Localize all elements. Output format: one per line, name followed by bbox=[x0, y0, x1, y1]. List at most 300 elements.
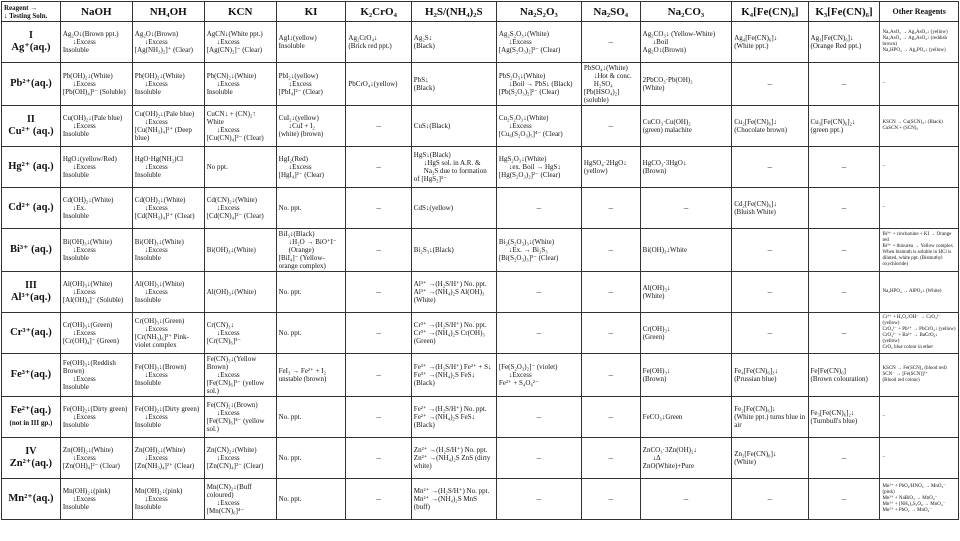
reaction-cell bbox=[204, 147, 276, 188]
reaction-arrow-text: ↓ HgS sol. in A.R. & Na₂S due to formation bbox=[414, 159, 494, 175]
precipitate-text: Zn(OH)₂↓(White) bbox=[134, 446, 186, 454]
reaction-cell bbox=[276, 438, 346, 479]
reaction-cell bbox=[60, 354, 132, 397]
ion-name: Hg²⁺ (aq.) bbox=[8, 161, 54, 172]
reaction-cell bbox=[581, 63, 640, 106]
product-text: (Orange Red ppt.) bbox=[810, 42, 862, 50]
reaction-cell bbox=[732, 438, 808, 479]
reaction-arrow-text: ↓ Boil → PbS↓ (Black) bbox=[499, 80, 579, 88]
reaction-cell bbox=[204, 22, 276, 63]
other-reagent-line: Cr³⁺ + H₂O₂/OH⁻ → CrO₄²⁻ (yellow) bbox=[882, 315, 941, 326]
product-text: Insoluble bbox=[62, 254, 89, 262]
precipitate-text: – bbox=[767, 287, 773, 297]
precipitate-text: – bbox=[841, 453, 847, 463]
product-text: Cr³⁺ →(NH₄)₂S Cr(OH)₃ (Green) bbox=[413, 329, 485, 345]
reagent-table bbox=[1, 1, 959, 520]
reaction-cell bbox=[732, 313, 808, 354]
precipitate-text: – bbox=[536, 203, 542, 213]
reaction-cell bbox=[808, 229, 880, 272]
reaction-arrow-text: ↓ Excess bbox=[499, 122, 579, 130]
product-text: [Cr(CN)₆]³⁻ bbox=[206, 337, 242, 345]
product-text: (Brick red ppt.) bbox=[348, 42, 392, 50]
reaction-cell bbox=[411, 63, 496, 106]
precipitate-text: No. ppt. bbox=[278, 329, 302, 337]
reaction-cell bbox=[808, 188, 880, 229]
other-reagent-line: Mn²⁺ + (NH₄)₂S₂O₈ → MnO₄⁻ bbox=[882, 502, 946, 507]
reaction-arrow-text: ↓ Excess bbox=[63, 413, 130, 421]
col-header-ki: KI bbox=[276, 2, 346, 22]
reaction-arrow-text: ↓ Excess bbox=[135, 288, 202, 296]
product-text: (white) (brown) bbox=[278, 130, 324, 138]
precipitate-text: Fe(CN)₃↓(Yellow Brown) bbox=[206, 355, 257, 371]
reaction-cell bbox=[496, 354, 581, 397]
corner-label-testing: ↓ Testing Soln. bbox=[4, 11, 48, 20]
precipitate-text: HgI₂(Red) bbox=[278, 155, 308, 163]
reaction-arrow-text: ↓ Ex. → Bi₂S₃ bbox=[499, 246, 579, 254]
col-header-na2so4: Na₂SO₄ bbox=[581, 2, 640, 22]
col-header-nh4oh: NH₄OH bbox=[132, 2, 204, 22]
precipitate-text: FeCO₃↓Green bbox=[642, 413, 683, 421]
reaction-cell bbox=[60, 106, 132, 147]
reaction-cell bbox=[581, 438, 640, 479]
precipitate-text: Ag₂S↓ bbox=[413, 34, 433, 42]
precipitate-text: – bbox=[841, 203, 847, 213]
reaction-cell bbox=[411, 147, 496, 188]
precipitate-text: AgCN↓(White ppt.) bbox=[206, 30, 263, 38]
product-text: (Black) bbox=[413, 84, 435, 92]
product-text: Insoluble bbox=[278, 42, 305, 50]
reaction-cell bbox=[276, 229, 346, 272]
reaction-cell bbox=[732, 188, 808, 229]
other-reagents-cell bbox=[880, 106, 959, 147]
precipitate-text: Cr(OH)₃↓(Green) bbox=[62, 321, 113, 329]
precipitate-text: – bbox=[536, 287, 542, 297]
reaction-cell bbox=[411, 313, 496, 354]
other-reagents-cell bbox=[880, 147, 959, 188]
reaction-cell bbox=[204, 188, 276, 229]
reaction-cell bbox=[640, 22, 732, 63]
precipitate-text: Zn(CN)₂↓(White) bbox=[206, 446, 257, 454]
col-header-na2s2o3: Na₂S₂O₃ bbox=[496, 2, 581, 22]
table-body bbox=[2, 22, 959, 520]
product-text: Insoluble bbox=[134, 296, 161, 304]
precipitate-text: – bbox=[536, 453, 542, 463]
reaction-arrow-text: ↓ Excess bbox=[207, 329, 274, 337]
other-reagent-line: Bi³⁺ + cinchonine + KI → Orange red bbox=[882, 232, 952, 243]
reaction-cell bbox=[276, 354, 346, 397]
ion-name: Mn²⁺(aq.) bbox=[8, 493, 54, 504]
reaction-cell bbox=[640, 106, 732, 147]
precipitate-text: Cr(OH)₃↓(Green) bbox=[134, 317, 185, 325]
product-text: (green ppt.) bbox=[810, 126, 844, 134]
other-reagents-cell bbox=[880, 479, 959, 520]
other-reagent-line: (Blood red colour) bbox=[882, 378, 920, 383]
product-text: [Cu(CN)₄]³⁻ (Clear) bbox=[206, 134, 264, 142]
col-header-k2cro4: K₂CrO₄ bbox=[346, 2, 411, 22]
product-text: Insoluble bbox=[62, 46, 89, 54]
reaction-cell bbox=[496, 397, 581, 438]
precipitate-text: Fe(CN)₂↓(Brown) bbox=[206, 401, 258, 409]
reaction-arrow-text: ↓ Excess bbox=[207, 204, 274, 212]
product-text: [Cr(OH)₄]⁻ (Green) bbox=[62, 337, 119, 345]
precipitate-text: Al³⁺ →(H₂S/H⁺) No. ppt. bbox=[413, 280, 487, 288]
group-number: II bbox=[27, 114, 35, 125]
product-text: [Ag(S₂O₃)₂]³⁻ (Clear) bbox=[498, 46, 561, 54]
precipitate-text: Mn(OH)₂↓(pink) bbox=[62, 487, 111, 495]
product-text: Insoluble bbox=[134, 254, 161, 262]
reaction-cell bbox=[496, 63, 581, 106]
table-row bbox=[2, 479, 959, 520]
col-header-k3fecn6: K₃[Fe(CN)₆] bbox=[808, 2, 880, 22]
precipitate-text: Cu₂[Fe(CN)₆]↓ bbox=[734, 118, 777, 126]
precipitate-text: FeI₃ → Fe²⁺ + I₂ bbox=[278, 367, 326, 375]
reaction-cell bbox=[808, 63, 880, 106]
product-text: [Pb(S₂O₃)₂]²⁻ (Clear) bbox=[498, 88, 560, 96]
reaction-cell bbox=[732, 479, 808, 520]
reaction-cell bbox=[346, 147, 411, 188]
other-reagents-cell bbox=[880, 313, 959, 354]
precipitate-text: Fe(OH)₂↓(Dirty green) bbox=[62, 405, 128, 413]
other-reagent-line: Na₂HPO₄ → Ag₃PO₄↓ (yellow) bbox=[882, 48, 946, 53]
reaction-cell bbox=[60, 22, 132, 63]
reaction-arrow-text: ↓ Excess bbox=[135, 495, 202, 503]
product-text: Mn²⁺ →(NH₄)₂S MnS (buff) bbox=[413, 495, 477, 511]
reaction-cell bbox=[204, 397, 276, 438]
product-text: (Brown colouration) bbox=[810, 375, 868, 383]
product-text: unstable (brown) bbox=[278, 375, 327, 383]
precipitate-text: – bbox=[841, 245, 847, 255]
reaction-arrow-text: ↓ Excess bbox=[207, 80, 274, 88]
reaction-cell bbox=[276, 22, 346, 63]
precipitate-text: – bbox=[376, 287, 381, 297]
col-header-h2s: H₂S/(NH₄)₂S bbox=[411, 2, 496, 22]
other-reagents-cell bbox=[880, 188, 959, 229]
reaction-arrow-text: ↓ Excess bbox=[135, 80, 202, 88]
ion-label-cell bbox=[2, 354, 61, 397]
reaction-cell bbox=[581, 188, 640, 229]
product-text: [Pb(HSO₄)₂] (soluble) bbox=[583, 88, 620, 104]
other-reagent-line: When bismuth is soluble in HCl is diluted, white ppt. (Bismuthyl oxychloride) bbox=[882, 250, 952, 267]
reaction-arrow-text: ↓ Excess bbox=[207, 409, 274, 417]
other-reagent-line: CrO₄²⁻ + Pb²⁺ → PbCrO₄↓ (yellow) bbox=[882, 327, 956, 332]
reaction-cell bbox=[60, 229, 132, 272]
ion-label-cell bbox=[2, 272, 61, 313]
reaction-cell bbox=[204, 354, 276, 397]
precipitate-text: BiI₃↓(Black) bbox=[278, 230, 315, 238]
product-text: (White ppt.) bbox=[734, 42, 769, 50]
reaction-cell bbox=[808, 272, 880, 313]
other-reagents-cell bbox=[880, 272, 959, 313]
product-text: Fe³⁺ →(NH₄)₂S FeS↓ (Black) bbox=[413, 371, 476, 387]
ion-name: Cu²⁺ (aq.) bbox=[8, 126, 54, 137]
precipitate-text: PbSO₄↓(White) bbox=[583, 64, 628, 72]
precipitate-text: 2PbCO₃·Pb(OH)₂ bbox=[642, 76, 693, 84]
reaction-cell bbox=[496, 313, 581, 354]
precipitate-text: – bbox=[841, 79, 847, 89]
precipitate-text: – bbox=[536, 328, 542, 338]
reaction-cell bbox=[581, 106, 640, 147]
precipitate-text: HgO·Hg(NH₂)Cl bbox=[134, 155, 184, 163]
precipitate-text: Ag₄[Fe(CN)₆]↓ bbox=[734, 34, 778, 42]
precipitate-text: – bbox=[608, 37, 613, 47]
other-reagents-cell bbox=[880, 397, 959, 438]
ion-label-cell bbox=[2, 229, 61, 272]
product-text: (White) bbox=[642, 292, 665, 300]
table-row bbox=[2, 63, 959, 106]
reaction-cell bbox=[132, 438, 204, 479]
reaction-cell bbox=[808, 147, 880, 188]
reaction-cell bbox=[346, 479, 411, 520]
precipitate-text: – bbox=[683, 203, 689, 213]
precipitate-text: CuCO₃·Cu(OH)₂ bbox=[642, 118, 691, 126]
reaction-cell bbox=[496, 106, 581, 147]
precipitate-text: Cu₂S₂O₃↓(White) bbox=[498, 114, 549, 122]
precipitate-text: Cu₃[Fe(CN)₆]₂↓ bbox=[810, 118, 856, 126]
reaction-cell bbox=[204, 479, 276, 520]
reaction-cell bbox=[808, 313, 880, 354]
reaction-cell bbox=[581, 147, 640, 188]
reaction-cell bbox=[204, 106, 276, 147]
precipitate-text: Ag₂O↓(Brown) bbox=[134, 30, 179, 38]
product-text: [Cu(NH₃)₄]²⁺ (Deep blue) bbox=[134, 126, 192, 142]
ion-name: Fe³⁺(aq.) bbox=[10, 369, 52, 380]
reaction-cell bbox=[346, 22, 411, 63]
product-text: [Hg(S₂O₃)₂]²⁻ (Clear) bbox=[498, 171, 561, 179]
product-text: (Turnbull's blue) bbox=[810, 417, 858, 425]
precipitate-text: – bbox=[536, 412, 542, 422]
precipitate-text: – bbox=[376, 162, 381, 172]
product-text: Insoluble bbox=[134, 421, 161, 429]
reaction-cell bbox=[204, 63, 276, 106]
reaction-cell bbox=[132, 479, 204, 520]
other-reagent-line: – bbox=[882, 455, 885, 460]
precipitate-text: Pb(OH)₂↓(White) bbox=[62, 72, 113, 80]
precipitate-text: AgI↓(yellow) bbox=[278, 34, 317, 42]
precipitate-text: – bbox=[841, 287, 847, 297]
precipitate-text: Cd(CN)₂↓(White) bbox=[206, 196, 257, 204]
product-text: Insoluble bbox=[134, 503, 161, 511]
reaction-arrow-text: ↓ Excess bbox=[207, 371, 274, 379]
precipitate-text: PbS₂O₃↓(White) bbox=[498, 72, 546, 80]
reaction-arrow-text: ↓ Excess bbox=[279, 80, 344, 88]
other-reagent-line: – bbox=[882, 164, 885, 169]
other-reagent-line: Mn²⁺ + NaBiO₃ → MnO₄⁻ bbox=[882, 496, 938, 501]
reaction-cell bbox=[581, 397, 640, 438]
reaction-cell bbox=[581, 272, 640, 313]
reaction-cell bbox=[204, 438, 276, 479]
precipitate-text: Bi(OH)₃↓(White) bbox=[206, 246, 256, 254]
reaction-cell bbox=[640, 397, 732, 438]
reaction-cell bbox=[640, 188, 732, 229]
precipitate-text: – bbox=[608, 370, 613, 380]
product-text: (Prussian blue) bbox=[734, 375, 777, 383]
col-header-other: Other Reagents bbox=[880, 2, 959, 22]
precipitate-text: HgO↓(yellow/Red) bbox=[62, 155, 117, 163]
col-header-na2co3: Na₂CO₃ bbox=[640, 2, 732, 22]
reaction-arrow-text: ↓ Excess bbox=[135, 118, 202, 126]
precipitate-text: – bbox=[376, 245, 381, 255]
precipitate-text: – bbox=[841, 162, 847, 172]
reaction-cell bbox=[60, 397, 132, 438]
reaction-cell bbox=[60, 147, 132, 188]
product-text: [Fe(CN)₆]⁴⁻ (yellow sol.) bbox=[206, 417, 265, 433]
reaction-cell bbox=[732, 106, 808, 147]
precipitate-text: Zn(OH)₂↓(White) bbox=[62, 446, 114, 454]
col-header-kcn: KCN bbox=[204, 2, 276, 22]
reaction-cell bbox=[581, 229, 640, 272]
other-reagents-cell bbox=[880, 354, 959, 397]
product-text: [Ag(NH₃)₂]⁺ (Clear) bbox=[134, 46, 193, 54]
product-text: [Ag(CN)₂]⁻ (Clear) bbox=[206, 46, 263, 54]
reaction-cell bbox=[204, 229, 276, 272]
precipitate-text: Fe(OH)₃↓(Reddish Brown) bbox=[62, 359, 116, 375]
reaction-cell bbox=[276, 106, 346, 147]
product-text: (Black) bbox=[413, 42, 435, 50]
reaction-cell bbox=[496, 272, 581, 313]
precipitate-text: CuCN↓ + (CN)₂↑ White bbox=[206, 110, 256, 126]
other-reagent-line: KSCN → Cu(SCN)₂↓ (Black) bbox=[882, 120, 943, 125]
reaction-arrow-text: ↓ Excess bbox=[63, 80, 130, 88]
precipitate-text: – bbox=[608, 245, 613, 255]
product-text: (White) bbox=[734, 458, 756, 466]
reaction-arrow-text: ↓ Excess bbox=[63, 163, 130, 171]
reaction-arrow-text: ↓ Excess bbox=[63, 38, 130, 46]
precipitate-text: Mn²⁺ →(H₂S/H⁺) No. ppt. bbox=[413, 487, 490, 495]
reaction-cell bbox=[732, 63, 808, 106]
precipitate-text: Al(OH)₃↓(White) bbox=[134, 280, 185, 288]
precipitate-text: Bi(OH)₃↓(White) bbox=[134, 238, 184, 246]
reaction-cell bbox=[132, 354, 204, 397]
other-reagent-line: CuSCN + (SCN)₂ bbox=[882, 126, 919, 131]
precipitate-text: – bbox=[376, 494, 381, 504]
product-text: (Brown) bbox=[642, 167, 667, 175]
other-reagent-line: Mn²⁺ + PbO₂/HNO₃ → MnO₄⁻ (pink) bbox=[882, 484, 946, 495]
reaction-arrow-text: ↓ CuI + I₂ bbox=[279, 122, 344, 130]
other-reagents-cell bbox=[880, 438, 959, 479]
table-row bbox=[2, 272, 959, 313]
product-text: [Zn(OH)₄]²⁻ (Clear) bbox=[62, 462, 120, 470]
precipitate-text: – bbox=[683, 494, 689, 504]
product-text: (White) bbox=[642, 84, 665, 92]
other-reagents-cell bbox=[880, 229, 959, 272]
reaction-cell bbox=[640, 272, 732, 313]
ion-label-cell bbox=[2, 147, 61, 188]
precipitate-text: – bbox=[841, 328, 847, 338]
other-reagent-line: Na₃AsO₃ → Ag₃AsO₃↓ (yellow) bbox=[882, 30, 948, 35]
reaction-cell bbox=[732, 397, 808, 438]
precipitate-text: No ppt. bbox=[206, 163, 228, 171]
precipitate-text: Ag₂CO₃↓ (Yellow-White) bbox=[642, 30, 716, 38]
product-text: Insoluble bbox=[62, 171, 89, 179]
precipitate-text: – bbox=[608, 287, 613, 297]
precipitate-text: ZnCO₃·3Zn(OH)₂↓ bbox=[642, 446, 697, 454]
reaction-cell bbox=[640, 479, 732, 520]
precipitate-text: Al(OH)₃↓(White) bbox=[62, 280, 113, 288]
other-reagent-line: Bi³⁺ + thiourea → Yellow complex bbox=[882, 244, 954, 249]
precipitate-text: Fe(OH)₃↓ bbox=[642, 367, 671, 375]
product-text: [Cd(CN)₄]²⁻ (Clear) bbox=[206, 212, 264, 220]
precipitate-text: Al(OH)₃↓ bbox=[642, 284, 671, 292]
precipitate-text: Cu(OH)₂↓(Pale blue) bbox=[62, 114, 123, 122]
other-reagent-line: Na₃AsO₄ → Ag₃AsO₄↓ (reddish brown) bbox=[882, 36, 948, 47]
precipitate-text: Ag₂S₂O₃↓(White) bbox=[498, 30, 549, 38]
precipitate-text: Fe₂[Fe(CN)₆]↓ bbox=[734, 405, 776, 413]
ion-note: (not in III gp.) bbox=[9, 419, 53, 427]
precipitate-text: Pb(CN)₂↓(White) bbox=[206, 72, 257, 80]
reaction-cell bbox=[808, 106, 880, 147]
reaction-arrow-text: ↓ Ex. bbox=[63, 204, 130, 212]
precipitate-text: Cd₂[Fe(CN)₆]↓ bbox=[734, 200, 777, 208]
ion-label-cell bbox=[2, 438, 61, 479]
precipitate-text: [Fe(S₂O₃)₂]⁻ (violet) bbox=[498, 363, 558, 371]
precipitate-text: – bbox=[767, 79, 773, 89]
ion-label-cell bbox=[2, 106, 61, 147]
reaction-cell bbox=[732, 354, 808, 397]
other-reagent-line: CrO₅ blue colour in ether bbox=[882, 345, 934, 350]
product-text: [BiI₄]⁻ (Yellow-orange complex) bbox=[278, 254, 326, 270]
precipitate-text: Bi₂S₃↓(Black) bbox=[413, 246, 454, 254]
reaction-cell bbox=[204, 272, 276, 313]
reaction-cell bbox=[496, 438, 581, 479]
reaction-arrow-text: ↓ H₂O → BiO⁺I⁻ (Orange) bbox=[279, 238, 344, 254]
product-text: Insoluble bbox=[62, 421, 89, 429]
precipitate-text: Fe(OH)₂↓(Dirty green) bbox=[134, 405, 200, 413]
ion-name: Zn²⁺(aq.) bbox=[9, 458, 53, 469]
other-reagents-cell bbox=[880, 63, 959, 106]
table-row bbox=[2, 22, 959, 63]
reaction-cell bbox=[808, 22, 880, 63]
reaction-cell bbox=[60, 272, 132, 313]
precipitate-text: PbI₂↓(yellow) bbox=[278, 72, 319, 80]
reaction-cell bbox=[496, 22, 581, 63]
reaction-cell bbox=[132, 272, 204, 313]
reaction-arrow-text: ↓ Excess bbox=[63, 454, 130, 462]
precipitate-text: HgSO₄·2HgO↓ bbox=[583, 159, 627, 167]
product-text: [HgI₄]²⁻ (Clear) bbox=[278, 171, 325, 179]
precipitate-text: Zn²⁺ →(H₂S/H⁺) No. ppt. bbox=[413, 446, 488, 454]
reaction-cell bbox=[640, 313, 732, 354]
product-text: (Green) bbox=[642, 333, 665, 341]
reaction-cell bbox=[276, 147, 346, 188]
reaction-arrow-text: ↓ Excess bbox=[499, 38, 579, 46]
ion-label-cell bbox=[2, 479, 61, 520]
precipitate-text: – bbox=[376, 203, 381, 213]
reaction-cell bbox=[496, 229, 581, 272]
header-row bbox=[2, 2, 959, 22]
precipitate-text: – bbox=[608, 412, 613, 422]
precipitate-text: – bbox=[767, 162, 773, 172]
table-row bbox=[2, 188, 959, 229]
product-text: [Fe(CN)₆]³⁻ (yellow sol.) bbox=[206, 379, 265, 395]
ion-label-cell bbox=[2, 313, 61, 354]
reaction-arrow-text: ↓ Excess bbox=[63, 288, 130, 296]
precipitate-text: Cr(CN)₃↓ bbox=[206, 321, 235, 329]
product-text: [Bi(S₂O₃)₃]³⁻ (Clear) bbox=[498, 254, 559, 262]
group-number: I bbox=[28, 30, 33, 41]
product-text: [Zn(NH₃)₄]²⁺ (Clear) bbox=[134, 462, 195, 470]
ion-label-cell bbox=[2, 397, 61, 438]
reaction-arrow-text: ↓ Excess bbox=[499, 371, 579, 379]
reaction-arrow-text: ↓ Excess bbox=[135, 163, 202, 171]
precipitate-text: Fe³⁺ →(H₂S/H⁺) Fe²⁺ + S↓ bbox=[413, 363, 492, 371]
corner-label-reagent: Reagent → bbox=[4, 3, 38, 12]
product-text: Ag₂O↓(Brown) bbox=[642, 46, 686, 54]
reaction-cell bbox=[411, 438, 496, 479]
reaction-cell bbox=[346, 63, 411, 106]
reaction-cell bbox=[132, 22, 204, 63]
reaction-arrow-text: ↓ Excess bbox=[135, 38, 202, 46]
product-text: Insoluble bbox=[62, 503, 89, 511]
